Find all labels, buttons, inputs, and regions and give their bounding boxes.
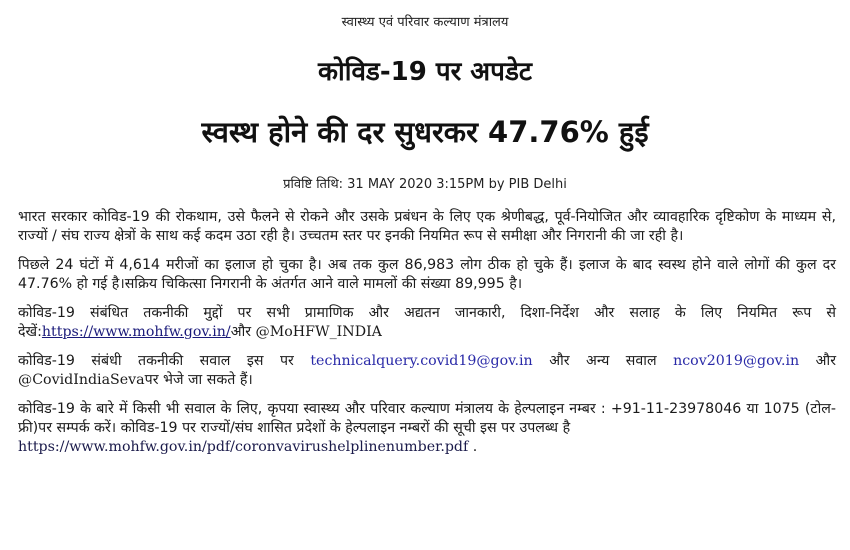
query-text-3: और: [799, 353, 836, 369]
paragraph-queries: [18, 352, 836, 390]
paragraph-measures: भारत सरकार कोविड-19 की रोकथाम, उसे फैलने से रोकने और उसके प्रबंधन के लिए एक श्रेणीबद्ध, पूर्व-नियोजित और व्यावहारिक दृष्टिकोण के माध्यम से, राज्यों / संघ राज्य क्षेत्रों के साथ कई कदम उठा रही है। उच्चतम स्तर पर इनकी नियमित रूप से समीक्षा और निगरानी की जा रही है।: [18, 209, 836, 244]
ministry-name: स्वास्थ्य एवं परिवार कल्याण मंत्रालय: [341, 15, 509, 30]
helpline-end: .: [468, 439, 478, 455]
release-headline: स्वस्थ होने की दर सुधरकर 47.76% हुई: [201, 115, 649, 149]
query-text-2: और अन्य सवाल: [532, 353, 674, 369]
paragraph-helpline: [18, 400, 836, 457]
mohfw-twitter-handle: @MoHFW_INDIA: [255, 324, 382, 340]
paragraph-recovery-stats: पिछले 24 घंटों में 4,614 मरीजों का इलाज हो चुका है। अब तक कुल 86,983 लोग ठीक हो चुके हैं। इलाज के बाद स्वस्थ होने वाले लोगों की कुल दर 47.76% हो गई है।सक्रिय चिकित्सा निगरानी के अंतर्गत आने वाले मामलों की संख्या 89,995 है।: [18, 257, 836, 292]
ncov-email[interactable]: ncov2019@gov.in: [673, 353, 800, 369]
helpline-text: कोविड-19 के बारे में किसी भी सवाल के लिए, कृपया स्वास्थ्य और परिवार कल्याण मंत्रालय के हेल्पलाइन नम्बर : +91-11-23978046 या 1075 (टोल-फ्री)पर सम्पर्क करें। कोविड-19 पर राज्यों/संघ शासित प्रदेशों के हेल्पलाइन नम्बरों की सूची इस पर उपलब्ध है: [18, 401, 836, 436]
release-title: कोविड-19 पर अपडेट: [318, 57, 532, 87]
query-text-4: पर भेजे जा सकते हैं।: [144, 372, 253, 388]
paragraph-info-links: [18, 304, 836, 342]
info-mid: और: [230, 324, 256, 340]
query-text-1: कोविड-19 संबंधी तकनीकी सवाल इस पर: [18, 353, 311, 369]
technical-query-email[interactable]: technicalquery.covid19@gov.in: [310, 353, 533, 369]
helpline-pdf-link[interactable]: https://www.mohfw.gov.in/pdf/coronvavirushelplinenumber.pdf: [18, 439, 469, 455]
posted-date: प्रविष्टि तिथि: 31 MAY 2020 3:15PM by PIB Delhi: [283, 177, 567, 192]
mohfw-link[interactable]: https://www.mohfw.gov.in/: [41, 324, 231, 340]
covid-seva-handle: @CovidIndiaSeva: [18, 372, 145, 388]
release-body: [18, 208, 836, 467]
info-text: कोविड-19 संबंधित तकनीकी मुद्दों पर सभी प्रामाणिक और अद्यतन जानकारी, दिशा-निर्देश और सलाह के लिए नियमित रूप से देखें:: [18, 305, 836, 340]
